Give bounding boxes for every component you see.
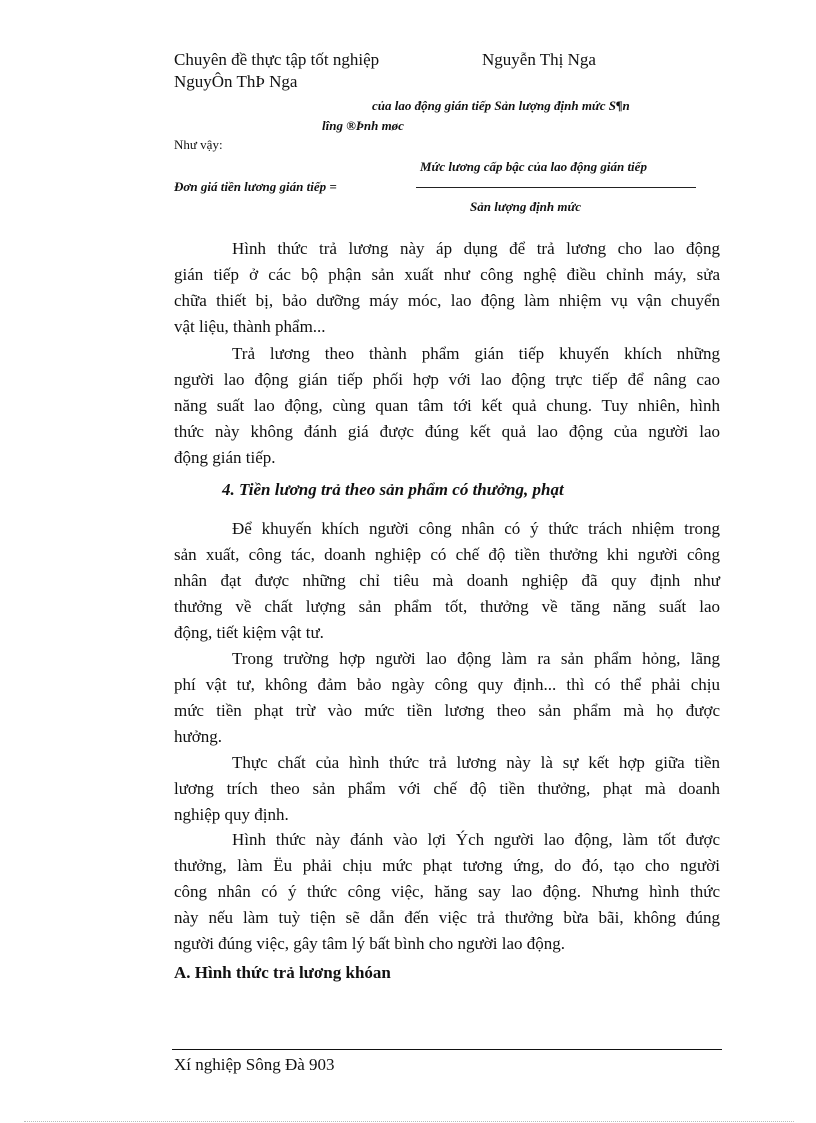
- header-author: Nguyễn Thị Nga: [482, 50, 596, 69]
- paragraph-line: thưởng, làm Ëu phải chịu mức phạt tương ứng, do đó, tạo cho người: [174, 856, 720, 875]
- paragraph-line: mức tiền phạt trừ vào mức tiền lương theo sản phẩm mà họ được: [174, 701, 720, 720]
- paragraph-line: nghiệp quy định.: [174, 805, 289, 824]
- paragraph-5: [174, 750, 720, 828]
- section-heading-a: A. Hình thức trả lương khóan: [174, 963, 391, 982]
- paragraph-4: [174, 646, 720, 750]
- paragraph-line: gián tiếp ở các bộ phận sản xuất như công nghệ điều chỉnh máy, sửa: [174, 265, 720, 284]
- header-title: Chuyên đề thực tập tốt nghiệp: [174, 50, 380, 69]
- paragraph-line: người lao động gián tiếp phối hợp với lao động trực tiếp để nâng cao: [174, 370, 720, 389]
- paragraph-line: năng suất lao động, cùng quan tâm tới kết quả chung. Tuy nhiên, hình: [174, 396, 720, 415]
- paragraph-line: vật liệu, thành phẩm...: [174, 317, 326, 336]
- fraction-line: [416, 187, 696, 188]
- nhu-vay-label: Như vậy:: [174, 137, 223, 152]
- formula-lhs: Đơn giá tiền lương gián tiếp =: [174, 179, 337, 194]
- section-heading-4: 4. Tiền lương trả theo sản phẩm có thưởng, phạt: [222, 480, 564, 499]
- paragraph-line: động, tiết kiệm vật tư.: [174, 623, 324, 642]
- paragraph-line: Thực chất của hình thức trả lương này là sự kết hợp giữa tiền: [232, 753, 720, 772]
- paragraph-line: chữa thiết bị, bảo dưỡng máy móc, lao động làm nhiệm vụ vận chuyển: [174, 291, 720, 310]
- paragraph-line: phí vật tư, không đảm bảo ngày công quy định... thì có thể phải chịu: [174, 675, 720, 694]
- paragraph-line: Hình thức này đánh vào lợi Ých người lao động, làm tốt được: [232, 830, 720, 849]
- paragraph-1: [174, 236, 720, 340]
- paragraph-2: [174, 341, 720, 471]
- footer-text: Xí nghiệp Sông Đà 903: [174, 1055, 335, 1074]
- paragraph-line: công nhân có ý thức công việc, hăng say lao động. Nhưng hình thức: [174, 882, 720, 901]
- formula-numerator: Mức lương cấp bậc của lao động gián tiếp: [420, 159, 647, 174]
- paragraph-6: [174, 827, 720, 957]
- paragraph-line: người đúng việc, gây tâm lý bất bình cho người lao động.: [174, 934, 565, 953]
- paragraph-line: Để khuyến khích người công nhân có ý thức trách nhiệm trong: [232, 519, 720, 538]
- paragraph-line: Trả lương theo thành phẩm gián tiếp khuyến khích những: [232, 344, 720, 363]
- footer-rule: [172, 1049, 722, 1050]
- formula-denominator: Sản lượng định mức: [470, 199, 582, 214]
- paragraph-line: nhân đạt được những chỉ tiêu mà doanh nghiệp đã quy định như: [174, 571, 720, 590]
- paragraph-line: động gián tiếp.: [174, 448, 276, 467]
- page-bottom-border: [24, 1121, 794, 1122]
- header-author-garbled: NguyÔn ThÞ Nga: [174, 72, 298, 91]
- formula-top-line1: của lao động gián tiếp Sản lượng định mức S¶n: [372, 98, 630, 113]
- paragraph-line: sản xuất, công tác, doanh nghiệp có chế độ tiền thưởng khi người công: [174, 545, 720, 564]
- paragraph-3: [174, 516, 720, 646]
- paragraph-line: này nếu làm tuỳ tiện sẽ dẫn đến việc trả thưởng bừa bãi, không đúng: [174, 908, 720, 927]
- paragraph-line: lương trích theo sản phẩm với chế độ tiền thưởng, phạt mà doanh: [174, 779, 720, 798]
- paragraph-line: hưởng.: [174, 727, 222, 746]
- paragraph-line: Hình thức trả lương này áp dụng để trả lương cho lao động: [232, 239, 720, 258]
- paragraph-line: thức này không đánh giá được đúng kết quả lao động của người lao: [174, 422, 720, 441]
- paragraph-line: thưởng về chất lượng sản phẩm tốt, thưởng về tăng năng suất lao: [174, 597, 720, 616]
- formula-top-line2: lîng ®Þnh møc: [322, 118, 404, 133]
- paragraph-line: Trong trường hợp người lao động làm ra sản phẩm hỏng, lãng: [232, 649, 720, 668]
